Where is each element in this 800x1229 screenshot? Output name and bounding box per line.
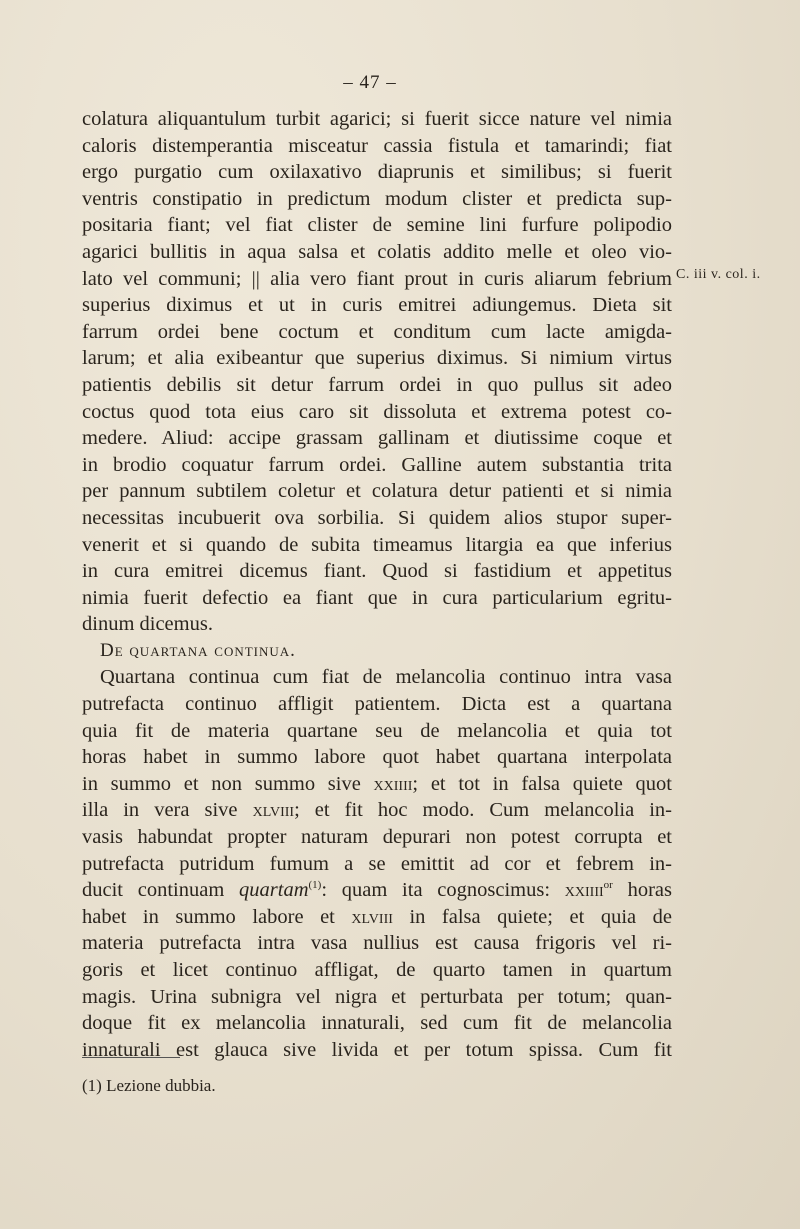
text-run: ; et fit hoc modo. Cum melancolia in- bbox=[294, 799, 672, 822]
text-line: coctus quod tota eius caro sit dissoluta et extrema potest co- bbox=[82, 400, 672, 423]
text-line: materia putrefacta intra vasa nullius est causa frigoris vel ri- bbox=[82, 932, 672, 955]
roman-numeral: xlviii bbox=[252, 799, 295, 822]
text-line: vasis habundat propter naturam depurari non potest corrupta et bbox=[82, 826, 672, 849]
text-line: Quartana continua cum fiat de melancolia continuo intra vasa bbox=[100, 666, 672, 689]
text-line: putrefacta putridum fumum a se emittit ad cor et febrem in- bbox=[82, 852, 672, 875]
text-line: venerit et si quando de subita timeamus litargia ea que inferius bbox=[82, 533, 672, 556]
text-line bbox=[82, 771, 672, 798]
text-line: in cura emitrei dicemus fiant. Quod si fastidium et appetitus bbox=[82, 560, 672, 583]
text-line: larum; et alia exibeantur que superius diximus. Si nimium virtus bbox=[82, 347, 672, 370]
text-run: ; et tot in falsa quiete quot bbox=[412, 772, 672, 795]
text-line bbox=[82, 877, 672, 904]
text-line: ergo purgatio cum oxilaxativo diaprunis et similibus; si fuerit bbox=[82, 161, 672, 184]
text-line: innaturali est glauca sive livida et per totum spissa. Cum fit bbox=[82, 1038, 672, 1061]
text-line: horas habet in summo labore quot habet quartana interpolata bbox=[82, 746, 672, 769]
text-line: patientis debilis sit detur farrum ordei in quo pullus sit adeo bbox=[82, 373, 672, 396]
text-line: farrum ordei bene coctum et conditum cum lacte amigda- bbox=[82, 320, 672, 343]
text-line: in brodio coquatur farrum ordei. Galline autem substantia trita bbox=[82, 453, 672, 476]
text-line: lato vel communi; || alia vero fiant prout in curis aliarum febrium bbox=[82, 267, 672, 290]
text-run: illa in vera sive bbox=[82, 799, 253, 822]
text-line: magis. Urina subnigra vel nigra et perturbata per totum; quan- bbox=[82, 985, 672, 1008]
text-line: nimia fuerit defectio ea fiant que in cura particularium egritu- bbox=[82, 586, 672, 609]
roman-numeral: xlviii bbox=[351, 905, 393, 928]
italic-word: quartam bbox=[239, 879, 309, 902]
text-run: ducit continuam bbox=[82, 879, 240, 902]
text-run: in falsa quiete; et quia de bbox=[392, 905, 672, 928]
text-line: ventris constipatio in predictum modum clister et predicta sup- bbox=[82, 187, 672, 210]
text-run: in summo et non summo sive bbox=[82, 772, 374, 795]
text-line: per pannum subtilem coletur et colatura detur patienti et si nimia bbox=[82, 480, 672, 503]
text-line: medere. Aliud: accipe grassam gallinam et diutissime coque et bbox=[82, 427, 672, 450]
text-line: superius diximus et ut in curis emitrei adiungemus. Dieta sit bbox=[82, 294, 672, 317]
body-text bbox=[82, 106, 672, 1063]
text-line: caloris distemperantia misceatur cassia fistula et tamarindi; fiat bbox=[82, 134, 672, 157]
text-line: quia fit de materia quartane seu de melancolia et quia tot bbox=[82, 719, 672, 742]
text-run: : quam ita cognoscimus: bbox=[321, 879, 565, 902]
page-number: – 47 – bbox=[343, 72, 397, 93]
text-line: agarici bullitis in aqua salsa et colatis addito melle et oleo vio- bbox=[82, 240, 672, 263]
text-line: dinum dicemus. bbox=[82, 613, 213, 636]
text-line: positaria fiant; vel fiat clister de semine lini furfure polipodio bbox=[82, 214, 672, 237]
text-line: colatura aliquantulum turbit agarici; si fuerit sicce nature vel nimia bbox=[82, 108, 672, 130]
text-line: doque fit ex melancolia innaturali, sed cum fit de melancolia bbox=[82, 1012, 672, 1035]
footnote-marker: (1) bbox=[308, 879, 322, 892]
roman-numeral: xxiiii bbox=[373, 772, 413, 795]
text-line: putrefacta continuo affligit patientem. Dicta est a quartana bbox=[82, 693, 672, 716]
text-run: horas bbox=[612, 879, 672, 902]
roman-numeral: xxiiii bbox=[564, 879, 604, 902]
text-line bbox=[82, 904, 672, 931]
text-line bbox=[82, 797, 672, 824]
footnote-divider bbox=[82, 1057, 180, 1058]
footnote: (1) Lezione dubbia. bbox=[82, 1076, 216, 1095]
margin-note: C. iii v. col. i. bbox=[676, 267, 761, 282]
text-run: habet in summo labore et bbox=[82, 905, 352, 928]
section-heading: De quartana continua. bbox=[100, 639, 296, 661]
text-line: goris et licet continuo affligat, de quarto tamen in quartum bbox=[82, 959, 672, 981]
text-line: necessitas incubuerit ova sorbilia. Si quidem alios stupor super- bbox=[82, 506, 672, 529]
ordinal-suffix: or bbox=[603, 879, 613, 892]
